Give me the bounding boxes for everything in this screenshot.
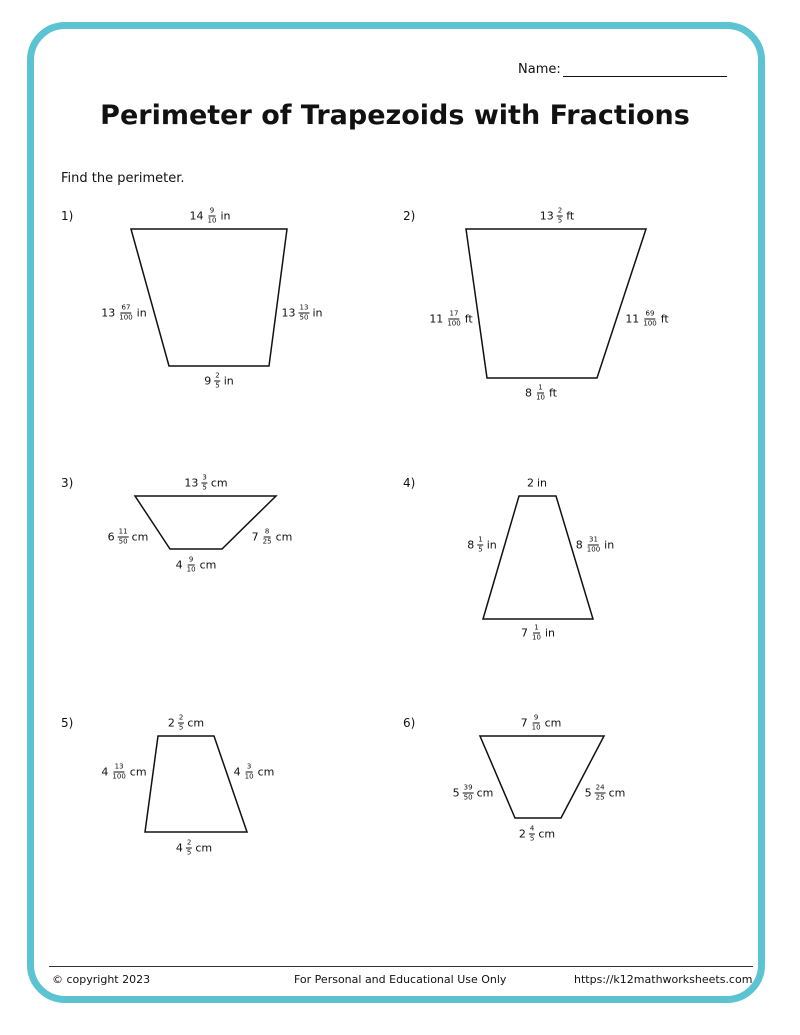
numerator: 13 bbox=[299, 303, 309, 312]
numerator: 3 bbox=[246, 762, 252, 771]
denominator: 25 bbox=[595, 793, 605, 802]
unit: cm bbox=[544, 716, 562, 730]
numerator: 2 bbox=[178, 713, 184, 722]
whole-number: 2 bbox=[526, 476, 534, 490]
side-label-top bbox=[168, 715, 204, 732]
unit: ft bbox=[464, 312, 473, 326]
fraction bbox=[118, 305, 133, 322]
fraction bbox=[178, 715, 184, 732]
whole-number: 13 bbox=[101, 306, 116, 320]
denominator: 100 bbox=[112, 772, 126, 781]
side-label-left bbox=[101, 305, 146, 322]
numerator: 9 bbox=[188, 555, 194, 564]
side-label-bottom bbox=[521, 625, 555, 642]
side-label-right bbox=[252, 529, 293, 546]
fraction bbox=[595, 785, 606, 802]
unit: ft bbox=[548, 386, 557, 400]
problem-number: 3) bbox=[61, 476, 74, 490]
side-label-left bbox=[108, 529, 149, 546]
denominator: 10 bbox=[207, 216, 217, 225]
fraction bbox=[186, 557, 197, 574]
whole-number: 2 bbox=[167, 716, 175, 730]
numerator: 1 bbox=[538, 383, 543, 392]
side-label-top bbox=[184, 475, 227, 492]
fraction bbox=[299, 305, 310, 322]
numerator: 3 bbox=[202, 473, 207, 482]
problem-number: 6) bbox=[403, 716, 416, 730]
side-label-bottom bbox=[204, 373, 234, 390]
side-label-top bbox=[540, 208, 574, 225]
numerator: 69 bbox=[645, 309, 655, 318]
numerator: 11 bbox=[118, 527, 128, 536]
side-label-bottom bbox=[176, 557, 217, 574]
side-label-top bbox=[527, 477, 547, 490]
problem-number: 2) bbox=[403, 209, 416, 223]
side-label-left bbox=[429, 311, 472, 328]
footer-notice: For Personal and Educational Use Only bbox=[294, 973, 507, 986]
side-label-right bbox=[585, 785, 626, 802]
whole-number: 13 bbox=[184, 476, 199, 490]
whole-number: 9 bbox=[204, 374, 212, 388]
unit: ft bbox=[660, 312, 669, 326]
numerator: 67 bbox=[121, 303, 131, 312]
numerator: 24 bbox=[595, 783, 605, 792]
problem-number: 4) bbox=[403, 476, 416, 490]
whole-number: 5 bbox=[452, 786, 460, 800]
whole-number: 7 bbox=[251, 530, 259, 544]
numerator: 2 bbox=[557, 206, 563, 215]
fraction bbox=[557, 208, 563, 225]
unit: cm bbox=[608, 786, 626, 800]
whole-number: 4 bbox=[175, 841, 183, 855]
whole-number: 4 bbox=[175, 558, 183, 572]
side-label-bottom bbox=[519, 826, 555, 843]
unit: cm bbox=[129, 765, 147, 779]
name-label: Name: bbox=[518, 62, 561, 77]
unit: in bbox=[604, 538, 615, 552]
denominator: 5 bbox=[529, 834, 535, 843]
side-label-right bbox=[625, 311, 668, 328]
denominator: 10 bbox=[536, 393, 545, 402]
instructions: Find the perimeter. bbox=[61, 171, 185, 186]
unit: in bbox=[536, 476, 548, 490]
fraction bbox=[531, 715, 542, 732]
numerator: 31 bbox=[589, 535, 598, 544]
whole-number: 4 bbox=[233, 765, 241, 779]
side-label-right bbox=[234, 764, 275, 781]
numerator: 2 bbox=[215, 371, 220, 380]
problem-number: 5) bbox=[61, 716, 74, 730]
footer-copyright: © copyright 2023 bbox=[52, 973, 151, 986]
denominator: 5 bbox=[557, 216, 563, 225]
unit: cm bbox=[195, 841, 213, 855]
side-label-top bbox=[190, 208, 231, 225]
unit: cm bbox=[210, 476, 228, 490]
unit: cm bbox=[257, 765, 275, 779]
fraction bbox=[186, 840, 192, 857]
numerator: 4 bbox=[529, 824, 535, 833]
whole-number: 11 bbox=[429, 312, 444, 326]
denominator: 10 bbox=[531, 723, 541, 732]
side-label-bottom bbox=[525, 385, 557, 402]
denominator: 10 bbox=[186, 565, 196, 574]
fraction bbox=[207, 208, 218, 225]
fraction bbox=[463, 785, 474, 802]
denominator: 5 bbox=[215, 381, 220, 390]
denominator: 10 bbox=[532, 633, 541, 642]
trapezoid-4 bbox=[483, 496, 593, 619]
numerator: 1 bbox=[478, 535, 483, 544]
side-label-bottom bbox=[176, 840, 212, 857]
denominator: 100 bbox=[586, 545, 601, 554]
fraction bbox=[262, 529, 273, 546]
denominator: 100 bbox=[643, 319, 657, 328]
numerator: 9 bbox=[209, 206, 215, 215]
trapezoid-2 bbox=[466, 229, 646, 378]
unit: in bbox=[220, 209, 231, 223]
denominator: 5 bbox=[202, 483, 207, 492]
unit: cm bbox=[275, 530, 293, 544]
side-label-right bbox=[576, 537, 614, 554]
fraction bbox=[111, 764, 126, 781]
numerator: 13 bbox=[114, 762, 124, 771]
unit: cm bbox=[476, 786, 494, 800]
numerator: 9 bbox=[533, 713, 539, 722]
side-label-top bbox=[521, 715, 562, 732]
fraction bbox=[586, 537, 601, 554]
whole-number: 8 bbox=[467, 538, 475, 552]
unit: in bbox=[223, 374, 234, 388]
whole-number: 6 bbox=[107, 530, 115, 544]
unit: ft bbox=[566, 209, 575, 223]
trapezoid-5 bbox=[145, 736, 247, 832]
whole-number: 14 bbox=[189, 209, 204, 223]
trapezoid-6 bbox=[480, 736, 604, 818]
denominator: 25 bbox=[262, 537, 272, 546]
side-label-left bbox=[467, 537, 497, 554]
numerator: 1 bbox=[534, 623, 539, 632]
denominator: 100 bbox=[119, 313, 133, 322]
fraction bbox=[118, 529, 129, 546]
whole-number: 13 bbox=[539, 209, 554, 223]
whole-number: 7 bbox=[520, 716, 528, 730]
denominator: 50 bbox=[463, 793, 473, 802]
whole-number: 13 bbox=[281, 306, 296, 320]
fraction bbox=[244, 764, 255, 781]
unit: in bbox=[544, 626, 555, 640]
fraction bbox=[529, 826, 535, 843]
numerator: 2 bbox=[186, 838, 192, 847]
whole-number: 2 bbox=[518, 827, 526, 841]
footer-url[interactable]: https://k12mathworksheets.com bbox=[574, 973, 753, 986]
denominator: 100 bbox=[447, 319, 461, 328]
denominator: 5 bbox=[186, 848, 192, 857]
unit: cm bbox=[538, 827, 556, 841]
whole-number: 8 bbox=[575, 538, 583, 552]
unit: cm bbox=[187, 716, 205, 730]
fraction bbox=[477, 537, 483, 554]
trapezoid-1 bbox=[131, 229, 287, 366]
whole-number: 4 bbox=[101, 765, 109, 779]
denominator: 5 bbox=[178, 723, 184, 732]
unit: in bbox=[312, 306, 323, 320]
numerator: 39 bbox=[463, 783, 473, 792]
fraction bbox=[446, 311, 461, 328]
numerator: 17 bbox=[449, 309, 459, 318]
denominator: 50 bbox=[299, 313, 309, 322]
unit: cm bbox=[199, 558, 217, 572]
whole-number: 8 bbox=[525, 386, 533, 400]
fraction bbox=[535, 385, 546, 402]
fraction bbox=[642, 311, 657, 328]
numerator: 8 bbox=[264, 527, 270, 536]
whole-number: 7 bbox=[521, 626, 529, 640]
problem-number: 1) bbox=[61, 209, 74, 223]
whole-number: 5 bbox=[584, 786, 592, 800]
unit: cm bbox=[131, 530, 149, 544]
unit: in bbox=[136, 306, 147, 320]
fraction bbox=[201, 475, 207, 492]
side-label-right bbox=[282, 305, 323, 322]
fraction bbox=[214, 373, 220, 390]
footer-divider bbox=[49, 966, 753, 967]
whole-number: 11 bbox=[625, 312, 640, 326]
fraction bbox=[531, 625, 542, 642]
denominator: 10 bbox=[244, 772, 254, 781]
side-label-left bbox=[101, 764, 146, 781]
denominator: 50 bbox=[118, 537, 128, 546]
side-label-left bbox=[453, 785, 494, 802]
unit: in bbox=[486, 538, 497, 552]
page-title: Perimeter of Trapezoids with Fractions bbox=[100, 100, 690, 131]
denominator: 5 bbox=[478, 545, 483, 554]
